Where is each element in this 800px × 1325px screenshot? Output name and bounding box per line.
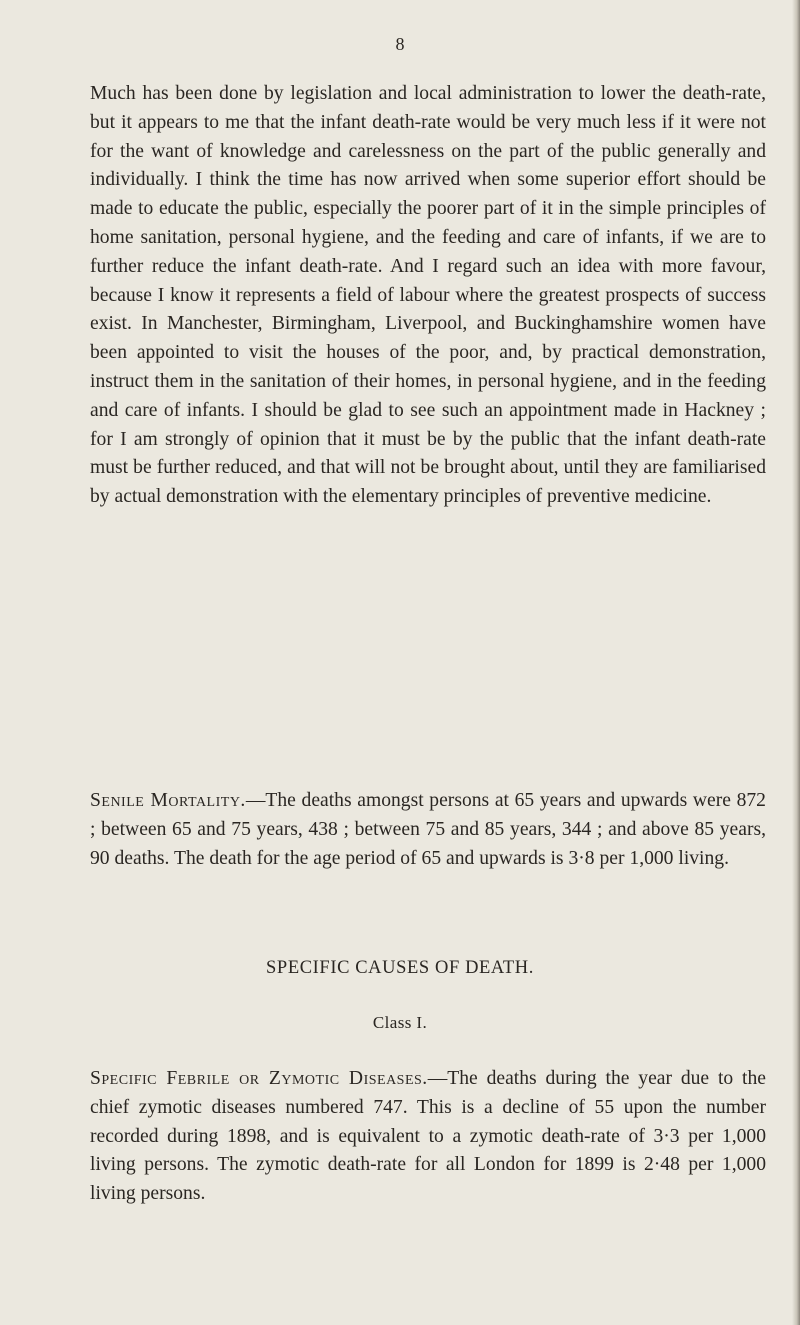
section-subheading: Class I. xyxy=(372,1013,428,1032)
section-heading: SPECIFIC CAUSES OF DEATH. xyxy=(266,958,534,978)
paragraph-lead-heading: Senile Mortality. xyxy=(90,790,246,811)
paragraph-lead-heading: Specific Febrile or Zymotic Diseases. xyxy=(90,1068,428,1089)
paragraph-zymotic-diseases xyxy=(90,1065,766,1209)
page-number: 8 xyxy=(395,34,405,54)
paragraph-infant-mortality xyxy=(90,80,766,512)
paragraph-text: —The deaths during the year due to the chief zymotic diseases numbered 747. This is a decline of 55 upon the number recorded during 1898, and is equivalent to a zymotic death-rate of 3·3 per 1,000 living persons. The zymotic death-rate for all London for 1899 is 2·48 per 1,000 living persons. xyxy=(90,1068,766,1205)
paragraph-senile-mortality xyxy=(90,787,766,873)
paragraph-text: —The deaths amongst persons at 65 years and upwards were 872 ; between 65 and 75 years, 438 ; between 75 and 85 years, 344 ; and above 85 years, 90 deaths. The death for the age period of 65 and upwards is 3·8 per 1,000 living. xyxy=(90,790,766,869)
paragraph-text: Much has been done by legislation and local administration to lower the death-rate, but it appears to me that the infant death-rate would be very much less if it were not for the want of knowledge and carelessness on the part of the public generally and individually. I think the time has now arrived when some superior effort should be made to educate the public, especially the poorer part of it in the simple principles of home sanitation, personal hygiene, and the feeding and care of infants, if we are to further reduce the infant death-rate. And I regard such an idea with more favour, because I know it represents a field of labour where the greatest prospects of success exist. In Manchester, Birmingham, Liverpool, and Buckinghamshire women have been appointed to visit the houses of the poor, and, by practical demonstration, instruct them in the sanitation of their homes, in personal hygiene, and in the feeding and care of infants. I should be glad to see such an appointment made in Hackney ; for I am strongly of opinion that it must be by the public that the infant death-rate must be further reduced, and that will not be brought about, until they are familiarised by actual demonstration with the elementary principles of preventive medicine. xyxy=(90,83,766,508)
page-edge-shadow xyxy=(792,0,800,1325)
